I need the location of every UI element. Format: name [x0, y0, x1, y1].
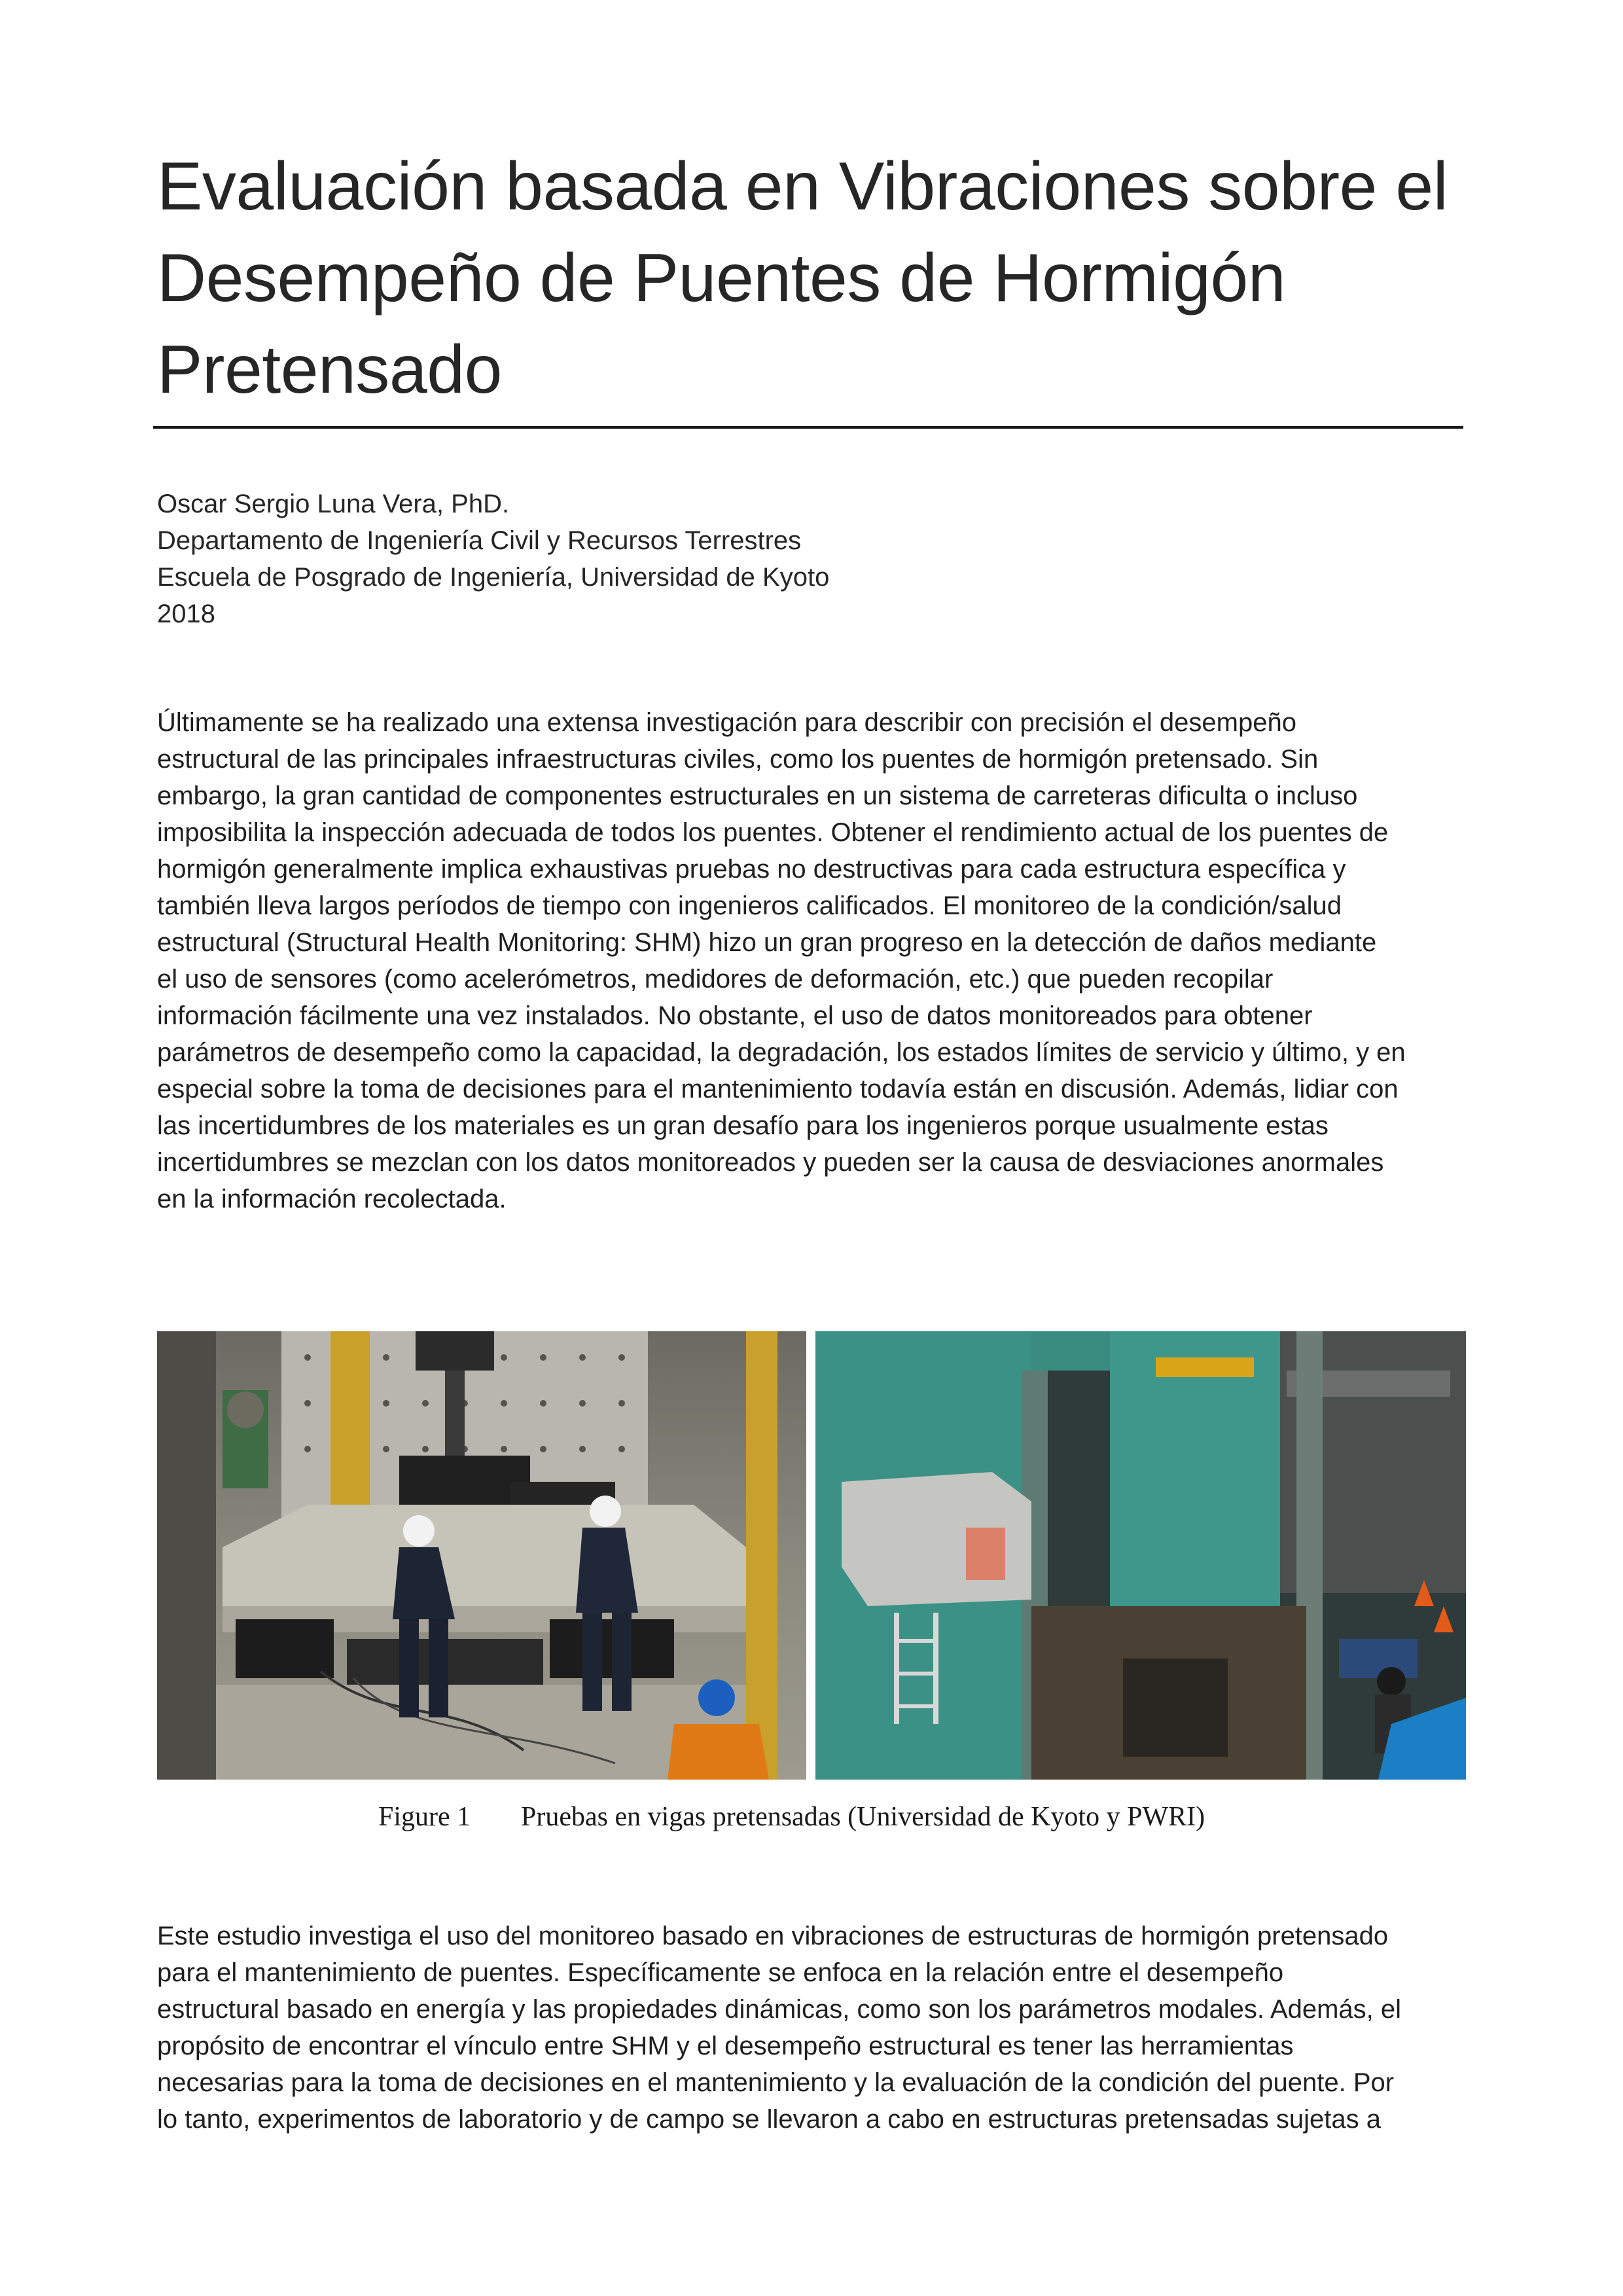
- author-block: [157, 486, 1204, 632]
- title-line: Evaluación basada en Vibraciones sobre el: [157, 149, 1448, 224]
- paragraph-line: necesarias para la toma de decisiones en el mantenimiento y la evaluación de la condición del puente. Por: [157, 2068, 1395, 2097]
- figure-caption: [378, 1799, 1294, 1835]
- paragraph-line: para el mantenimiento de puentes. Específicamente se enfoca en la relación entre el desempeño: [157, 1958, 1284, 1987]
- paragraph-line: Este estudio investiga el uso del monitoreo basado en vibraciones de estructuras de hormigón pretensado: [157, 1922, 1389, 1950]
- title-line: Pretensado: [157, 332, 502, 408]
- author-name: Oscar Sergio Luna Vera, PhD.: [157, 490, 510, 518]
- paragraph-line: las incertidumbres de los materiales es un gran desafío para los ingenieros porque usualmente estas: [157, 1111, 1329, 1140]
- paragraph-line: parámetros de desempeño como la capacidad, la degradación, los estados límites de servicio y último, y en: [157, 1038, 1406, 1067]
- pwri-test-machine-photo: [815, 1331, 1466, 1780]
- lab-beam-test-photo: [157, 1331, 806, 1780]
- figure-caption-text: Pruebas en vigas pretensadas (Universidad de Kyoto y PWRI): [521, 1802, 1205, 1832]
- title-line: Desempeño de Puentes de Hormigón: [157, 240, 1286, 316]
- figure-photos: [157, 1331, 1466, 1780]
- paragraph-line: lo tanto, experimentos de laboratorio y de campo se llevaron a cabo en estructuras pretensadas sujetas a: [157, 2105, 1381, 2134]
- paragraph-line: estructural (Structural Health Monitoring: SHM) hizo un gran progreso en la detección de daños mediante: [157, 928, 1377, 957]
- paragraph-line: en la información recolectada.: [157, 1185, 507, 1213]
- publication-year: 2018: [157, 600, 215, 628]
- abstract-paragraph: [157, 704, 1472, 1217]
- author-department: Departamento de Ingeniería Civil y Recursos Terrestres: [157, 526, 802, 555]
- title-divider: [153, 426, 1463, 429]
- paragraph-line: imposibilita la inspección adecuada de todos los puentes. Obtener el rendimiento actual de los puentes de: [157, 818, 1389, 847]
- paragraph-line: el uso de sensores (como acelerómetros, medidores de deformación, etc.) que pueden recopilar: [157, 965, 1274, 994]
- paragraph-line: estructural de las principales infraestructuras civiles, como los puentes de hormigón pretensado. Sin: [157, 745, 1319, 774]
- paragraph-line: hormigón generalmente implica exhaustivas pruebas no destructivas para cada estructura específica y: [157, 855, 1346, 884]
- paragraph-line: especial sobre la toma de decisiones para el mantenimiento todavía están en discusión. Además, lidiar con: [157, 1075, 1399, 1103]
- paragraph-line: estructural basado en energía y las propiedades dinámicas, como son los parámetros modales. Además, el: [157, 1995, 1402, 2024]
- body-paragraph: [157, 1918, 1472, 2138]
- paragraph-line: incertidumbres se mezclan con los datos monitoreados y pueden ser la causa de desviaciones anormales: [157, 1148, 1384, 1177]
- paragraph-line: embargo, la gran cantidad de componentes estructurales en un sistema de carreteras dificulta o incluso: [157, 781, 1358, 810]
- paragraph-line: propósito de encontrar el vínculo entre SHM y el desempeño estructural es tener las herramientas: [157, 2032, 1294, 2060]
- author-school: Escuela de Posgrado de Ingeniería, Universidad de Kyoto: [157, 563, 830, 592]
- paragraph-line: Últimamente se ha realizado una extensa investigación para describir con precisión el desempeño: [157, 708, 1296, 737]
- paragraph-line: información fácilmente una vez instalados. No obstante, el uso de datos monitoreados para obtener: [157, 1001, 1313, 1030]
- paragraph-line: también lleva largos períodos de tiempo con ingenieros calificados. El monitoreo de la condición/salud: [157, 891, 1342, 920]
- document-title: [157, 141, 1466, 416]
- figure-number: Figure 1: [378, 1802, 471, 1832]
